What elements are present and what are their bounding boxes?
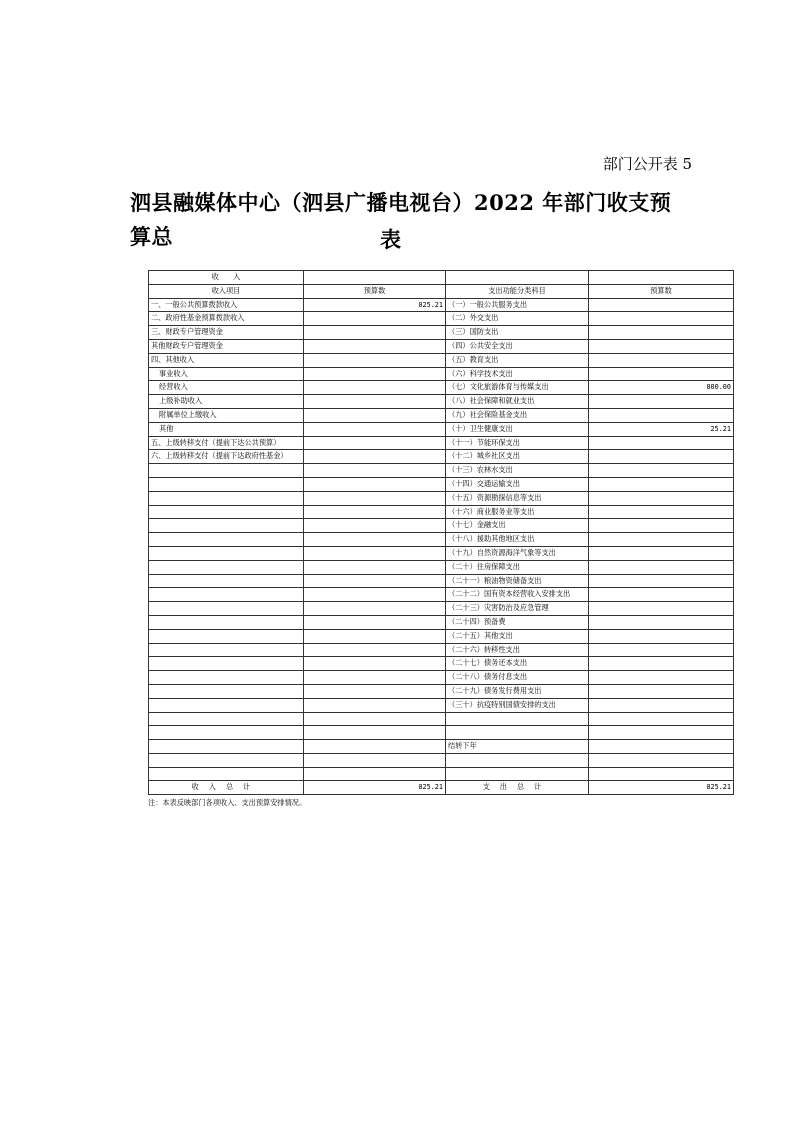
- income-value-cell: [304, 574, 446, 588]
- expense-value-cell: [589, 519, 734, 533]
- income-value-cell: [304, 464, 446, 478]
- income-value-cell: [304, 588, 446, 602]
- expense-budget-header: 预算数: [589, 284, 734, 298]
- expense-item-cell: （二十）住房保障支出: [446, 560, 589, 574]
- income-value-cell: [304, 491, 446, 505]
- income-item-cell: [149, 726, 304, 740]
- expense-value-cell: [589, 367, 734, 381]
- expense-value-cell: [589, 629, 734, 643]
- income-item-cell: [149, 505, 304, 519]
- expense-value-cell: [589, 464, 734, 478]
- expense-value-cell: [589, 312, 734, 326]
- table-row: [149, 408, 734, 422]
- expense-item-cell: [446, 767, 589, 781]
- page-title-line2: 表: [380, 227, 401, 252]
- expense-item-cell: [446, 726, 589, 740]
- income-item-cell: [149, 698, 304, 712]
- expense-item-cell: （三十）抗疫特别国债安排的支出: [446, 698, 589, 712]
- table-row: [149, 560, 734, 574]
- expense-value-cell: [589, 408, 734, 422]
- expense-item-cell: [446, 712, 589, 726]
- table-row: [149, 436, 734, 450]
- expense-value-cell: [589, 726, 734, 740]
- expense-value-cell: [589, 339, 734, 353]
- header-row-group: [149, 271, 734, 285]
- expense-item-cell: （二十六）转移性支出: [446, 643, 589, 657]
- income-value-cell: [304, 657, 446, 671]
- income-value-cell: [304, 684, 446, 698]
- expense-value-cell: [589, 353, 734, 367]
- expense-item-cell: （十六）商业服务业等支出: [446, 505, 589, 519]
- expense-item-cell: （十三）农林水支出: [446, 464, 589, 478]
- income-value-cell: [304, 712, 446, 726]
- expense-item-cell: （二十四）预备费: [446, 615, 589, 629]
- income-item-cell: [149, 602, 304, 616]
- income-value-cell: [304, 546, 446, 560]
- expense-value-cell: [589, 546, 734, 560]
- table-row: [149, 726, 734, 740]
- income-value-cell: 825.21: [304, 298, 446, 312]
- income-item-cell: [149, 464, 304, 478]
- table-note: 注：本表反映部门各项收入、支出预算安排情况。: [148, 798, 307, 807]
- header-row-columns: [149, 284, 734, 298]
- income-value-cell: [304, 698, 446, 712]
- income-value-cell: [304, 519, 446, 533]
- expense-value-cell: [589, 326, 734, 340]
- income-value-cell: [304, 615, 446, 629]
- table-row: [149, 353, 734, 367]
- table-row: [149, 491, 734, 505]
- table-row: [149, 505, 734, 519]
- table-row: [149, 767, 734, 781]
- expense-item-cell: （十八）援助其他地区支出: [446, 533, 589, 547]
- income-item-cell: 其他: [149, 422, 304, 436]
- table-row: [149, 367, 734, 381]
- table-row: [149, 643, 734, 657]
- income-item-cell: [149, 767, 304, 781]
- income-value-cell: [304, 353, 446, 367]
- expense-value-cell: [589, 477, 734, 491]
- expense-value-cell: [589, 698, 734, 712]
- expense-item-cell: （二）外交支出: [446, 312, 589, 326]
- expense-value-cell: [589, 560, 734, 574]
- table-row: [149, 339, 734, 353]
- income-value-cell: [304, 312, 446, 326]
- income-value-cell: [304, 422, 446, 436]
- income-item-cell: [149, 643, 304, 657]
- income-item-cell: 事业收入: [149, 367, 304, 381]
- income-group-header: 收 入: [149, 271, 304, 285]
- page-label: 部门公开表 5: [602, 155, 692, 173]
- income-item-header: 收入项目: [149, 284, 304, 298]
- expense-value-cell: [589, 436, 734, 450]
- income-value-cell: [304, 671, 446, 685]
- income-item-cell: [149, 629, 304, 643]
- income-item-cell: 附属单位上缴收入: [149, 408, 304, 422]
- income-budget-header: 预算数: [304, 284, 446, 298]
- income-item-cell: 其他财政专户管理资金: [149, 339, 304, 353]
- expense-value-cell: [589, 395, 734, 409]
- table-row: [149, 326, 734, 340]
- income-item-cell: [149, 753, 304, 767]
- table-row: [149, 381, 734, 395]
- expense-item-cell: （六）科学技术支出: [446, 367, 589, 381]
- expense-value-cell: [589, 533, 734, 547]
- expense-value-cell: [589, 588, 734, 602]
- expense-item-cell: （八）社会保障和就业支出: [446, 395, 589, 409]
- income-item-cell: [149, 657, 304, 671]
- income-item-cell: 一、一般公共预算拨款收入: [149, 298, 304, 312]
- expense-item-cell: （十四）交通运输支出: [446, 477, 589, 491]
- table-row: [149, 698, 734, 712]
- expense-value-cell: [589, 767, 734, 781]
- expense-item-cell: [446, 753, 589, 767]
- expense-item-cell: （三）国防支出: [446, 326, 589, 340]
- expense-value-cell: [589, 712, 734, 726]
- expense-value-cell: [589, 491, 734, 505]
- income-item-cell: [149, 477, 304, 491]
- expense-value-cell: [589, 643, 734, 657]
- income-item-cell: [149, 684, 304, 698]
- income-value-cell: [304, 395, 446, 409]
- income-item-cell: [149, 671, 304, 685]
- expense-value-cell: [589, 615, 734, 629]
- table-row: [149, 615, 734, 629]
- table-row: [149, 712, 734, 726]
- income-value-cell: [304, 740, 446, 754]
- income-value-cell: [304, 367, 446, 381]
- income-value-cell: [304, 326, 446, 340]
- expense-item-cell: （二十三）灾害防治及应急管理: [446, 602, 589, 616]
- table-row: [149, 312, 734, 326]
- expense-value-cell: [589, 574, 734, 588]
- income-total-label: 收入总计: [149, 781, 304, 795]
- table-row: [149, 753, 734, 767]
- income-item-cell: 四、其他收入: [149, 353, 304, 367]
- table-row: [149, 395, 734, 409]
- totals-row: [149, 781, 734, 795]
- income-value-cell: [304, 753, 446, 767]
- table-row: [149, 574, 734, 588]
- income-item-cell: 三、财政专户管理资金: [149, 326, 304, 340]
- income-item-cell: 五、上级转移支付（提前下达公共预算）: [149, 436, 304, 450]
- income-value-cell: [304, 505, 446, 519]
- table-row: [149, 533, 734, 547]
- expense-value-cell: [589, 657, 734, 671]
- expense-item-cell: （七）文化旅游体育与传媒支出: [446, 381, 589, 395]
- header-blank: [304, 271, 446, 285]
- expense-item-cell: （一）一般公共服务支出: [446, 298, 589, 312]
- income-value-cell: [304, 408, 446, 422]
- budget-table: [148, 270, 734, 795]
- table-row: [149, 464, 734, 478]
- expense-item-cell: （二十二）国有资本经营收入安排支出: [446, 588, 589, 602]
- table-row: [149, 519, 734, 533]
- income-item-cell: [149, 588, 304, 602]
- expense-item-cell: （二十九）债务发行费用支出: [446, 684, 589, 698]
- table-row: [149, 740, 734, 754]
- table-row: [149, 298, 734, 312]
- income-value-cell: [304, 602, 446, 616]
- income-value-cell: [304, 767, 446, 781]
- expense-total-label: 支出总计: [446, 781, 589, 795]
- expense-item-cell: （十一）节能环保支出: [446, 436, 589, 450]
- income-item-cell: 上级补助收入: [149, 395, 304, 409]
- income-item-cell: [149, 560, 304, 574]
- expense-item-cell: （十五）资源勘探信息等支出: [446, 491, 589, 505]
- expense-value-cell: 25.21: [589, 422, 734, 436]
- expense-value-cell: [589, 602, 734, 616]
- income-item-cell: 经营收入: [149, 381, 304, 395]
- income-value-cell: [304, 450, 446, 464]
- income-item-cell: [149, 491, 304, 505]
- income-value-cell: [304, 381, 446, 395]
- income-value-cell: [304, 560, 446, 574]
- income-total-value: 825.21: [304, 781, 446, 795]
- table-row: [149, 450, 734, 464]
- expense-item-cell: （二十八）债务付息支出: [446, 671, 589, 685]
- expense-item-cell: （二十五）其他支出: [446, 629, 589, 643]
- table-row: [149, 684, 734, 698]
- income-item-cell: [149, 615, 304, 629]
- income-value-cell: [304, 643, 446, 657]
- expense-item-cell: （十二）城乡社区支出: [446, 450, 589, 464]
- expense-value-cell: 800.00: [589, 381, 734, 395]
- expense-item-cell: （四）公共安全支出: [446, 339, 589, 353]
- expense-item-cell: （二十七）债务还本支出: [446, 657, 589, 671]
- income-item-cell: [149, 574, 304, 588]
- income-value-cell: [304, 477, 446, 491]
- expense-item-cell: 结转下年: [446, 740, 589, 754]
- expense-value-cell: [589, 753, 734, 767]
- expense-value-cell: [589, 671, 734, 685]
- income-value-cell: [304, 629, 446, 643]
- expense-item-cell: （十七）金融支出: [446, 519, 589, 533]
- expense-item-cell: （九）社会保险基金支出: [446, 408, 589, 422]
- expense-item-header: 支出功能分类科目: [446, 284, 589, 298]
- expense-value-cell: [589, 505, 734, 519]
- expense-total-value: 825.21: [589, 781, 734, 795]
- expense-value-cell: [589, 684, 734, 698]
- header-blank: [446, 271, 589, 285]
- income-item-cell: [149, 519, 304, 533]
- expense-value-cell: [589, 450, 734, 464]
- table-row: [149, 588, 734, 602]
- income-item-cell: 六、上级转移支付（提前下达政府性基金）: [149, 450, 304, 464]
- expense-item-cell: （十）卫生健康支出: [446, 422, 589, 436]
- income-value-cell: [304, 726, 446, 740]
- expense-value-cell: [589, 298, 734, 312]
- expense-value-cell: [589, 740, 734, 754]
- income-value-cell: [304, 339, 446, 353]
- header-blank: [589, 271, 734, 285]
- income-item-cell: [149, 546, 304, 560]
- income-item-cell: 二、政府性基金预算拨款收入: [149, 312, 304, 326]
- table-row: [149, 422, 734, 436]
- income-value-cell: [304, 533, 446, 547]
- table-row: [149, 477, 734, 491]
- income-item-cell: [149, 533, 304, 547]
- table-row: [149, 602, 734, 616]
- income-item-cell: [149, 712, 304, 726]
- expense-item-cell: （十九）自然资源海洋气象等支出: [446, 546, 589, 560]
- income-value-cell: [304, 436, 446, 450]
- table-row: [149, 657, 734, 671]
- table-row: [149, 629, 734, 643]
- income-item-cell: [149, 740, 304, 754]
- expense-item-cell: （五）教育支出: [446, 353, 589, 367]
- table-row: [149, 671, 734, 685]
- page-title: 泗县融媒体中心（泗县广播电视台）2022 年部门收支预算总: [130, 190, 672, 249]
- expense-item-cell: （二十一）粮油物资储备支出: [446, 574, 589, 588]
- table-row: [149, 546, 734, 560]
